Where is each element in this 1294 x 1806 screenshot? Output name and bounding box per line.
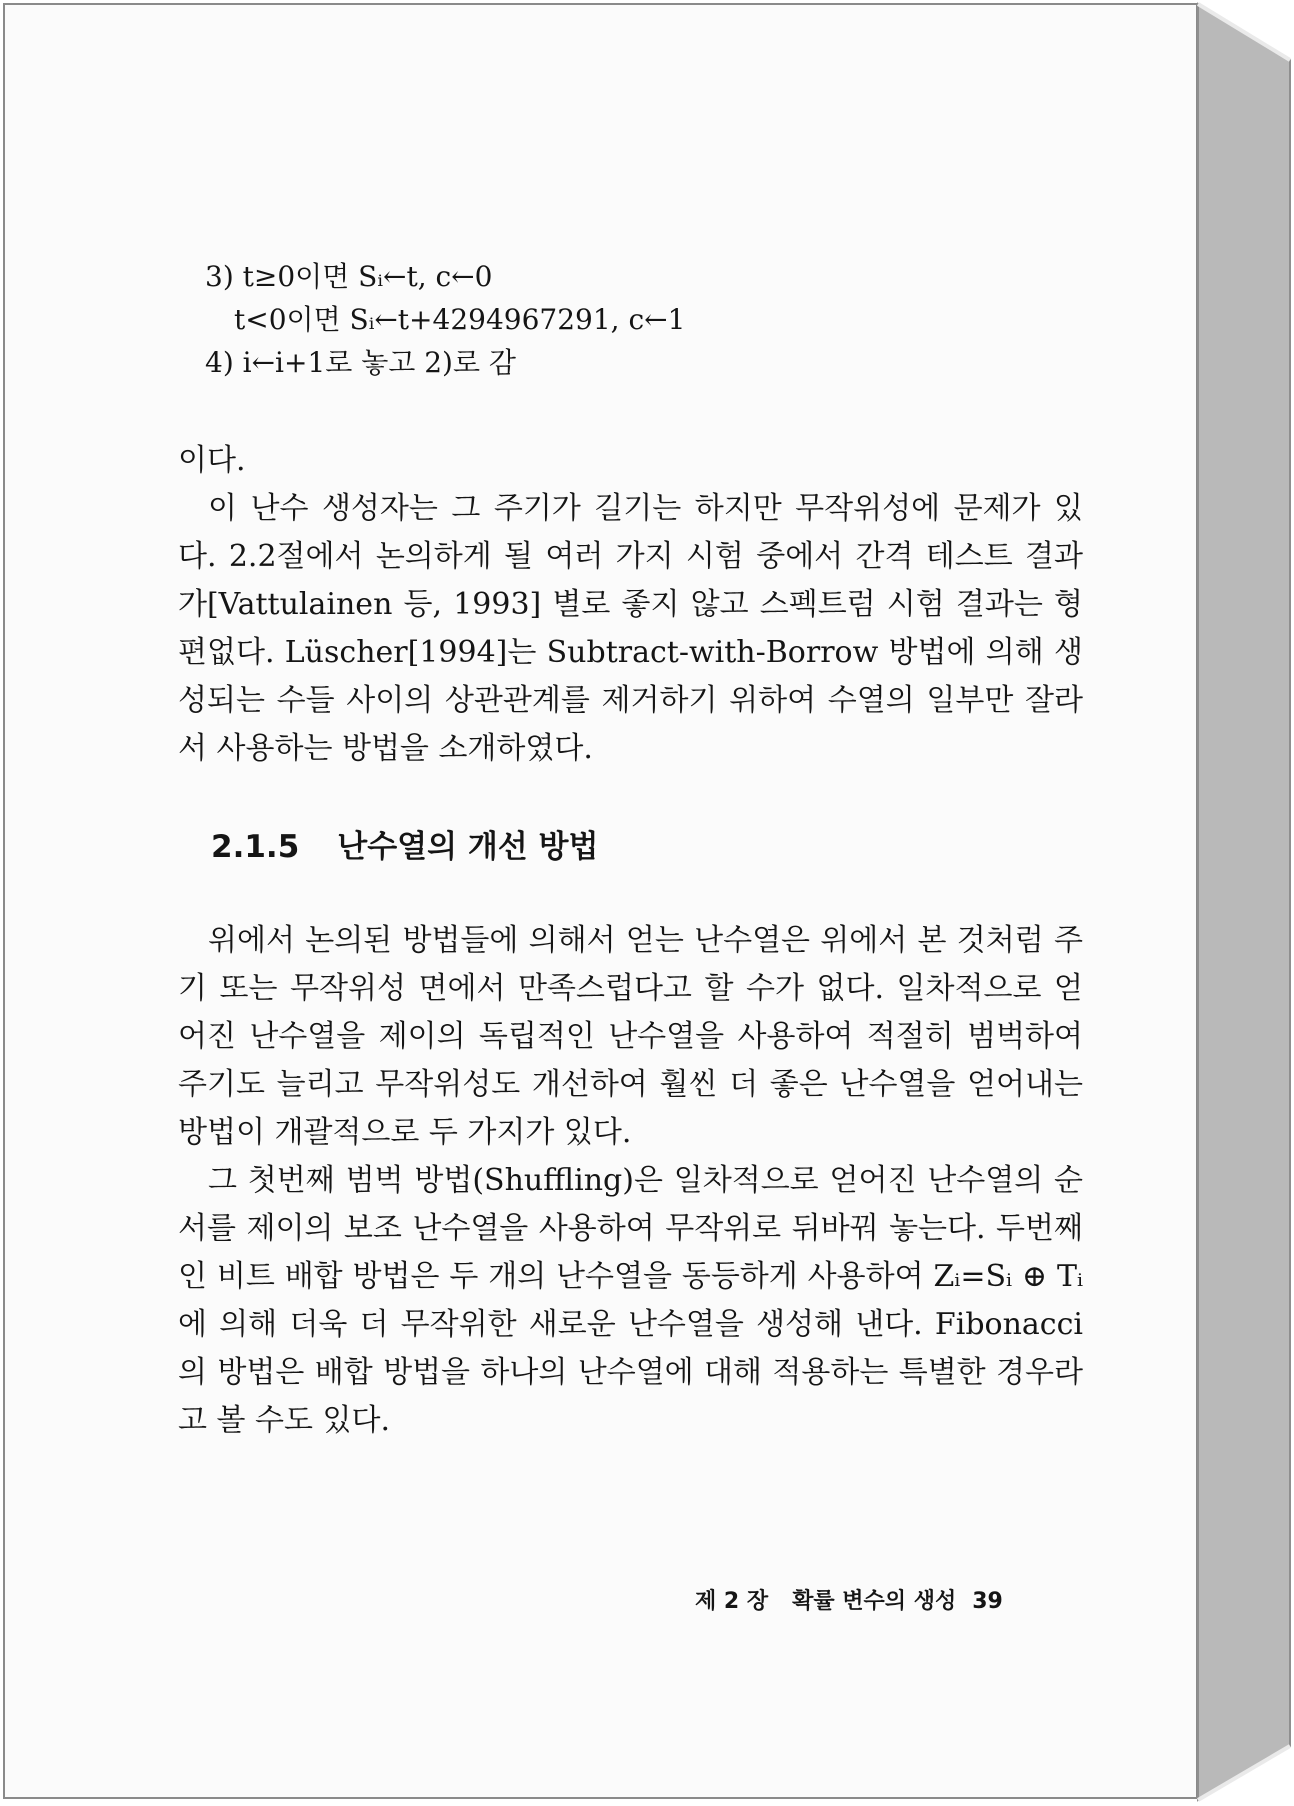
footer-chapter: 제 2 장 [695, 1589, 769, 1614]
body-text-top [178, 437, 1083, 773]
paragraph-2: 위에서 논의된 방법들에 의해서 얻는 난수열은 위에서 본 것처럼 주기 또는 무작위성 면에서 만족스럽다고 할 수가 없다. 일차적으로 얻어진 난수열을 제이의 독립적인 난수열을 사용하여 적절히 범벅하여 주기도 늘리고 무작위성도 개선하여 훨씬 더 좋은 난수열을 얻어내는 방법이 개괄적으로 두 가지가 있다. [178, 923, 1083, 1150]
paragraph-1: 이 난수 생성자는 그 주기가 길기는 하지만 무작위성에 문제가 있다. 2.2절에서 논의하게 될 여러 가지 시험 중에서 간격 테스트 결과가[Vattulainen 등, 1993] 별로 좋지 않고 스펙트럼 시험 결과는 형편없다. Lüscher[1994]는 Subtract-with-Borrow 방법에 의해 생성되는 수들 사이의 상관관계를 제거하기 위하여 수열의 일부만 잘라서 사용하는 방법을 소개하였다. [178, 491, 1083, 766]
page-footer [695, 1584, 1003, 1615]
algorithm-step-3b: t<0이면 Sᵢ←t+4294967291, c←1 [234, 303, 686, 336]
page-number: 39 [972, 1589, 1003, 1614]
algorithm-steps [205, 255, 685, 384]
paragraph-ida: 이다. [178, 443, 246, 478]
section-number: 2.1.5 [211, 829, 300, 865]
body-text-bottom [178, 917, 1083, 1445]
section-title: 난수열의 개선 방법 [337, 829, 599, 865]
paragraph-3: 그 첫번째 범벅 방법(Shuffling)은 일차적으로 얻어진 난수열의 순서를 제이의 보조 난수열을 사용하여 무작위로 뒤바꿔 놓는다. 두번째인 비트 배합 방법은 두 개의 난수열을 동등하게 사용하여 Zᵢ=Sᵢ ⊕ Tᵢ에 의해 더욱 더 무작위한 새로운 난수열을 생성해 낸다. Fibonacci의 방법은 배합 방법을 하나의 난수열에 대해 적용하는 특별한 경우라고 볼 수도 있다. [178, 1163, 1083, 1438]
algorithm-step-4: 4) i←i+1로 놓고 2)로 감 [205, 346, 516, 379]
footer-title: 확률 변수의 생성 [792, 1589, 957, 1614]
algorithm-step-3a: 3) t≥0이면 Sᵢ←t, c←0 [205, 260, 493, 293]
section-heading [211, 821, 598, 866]
